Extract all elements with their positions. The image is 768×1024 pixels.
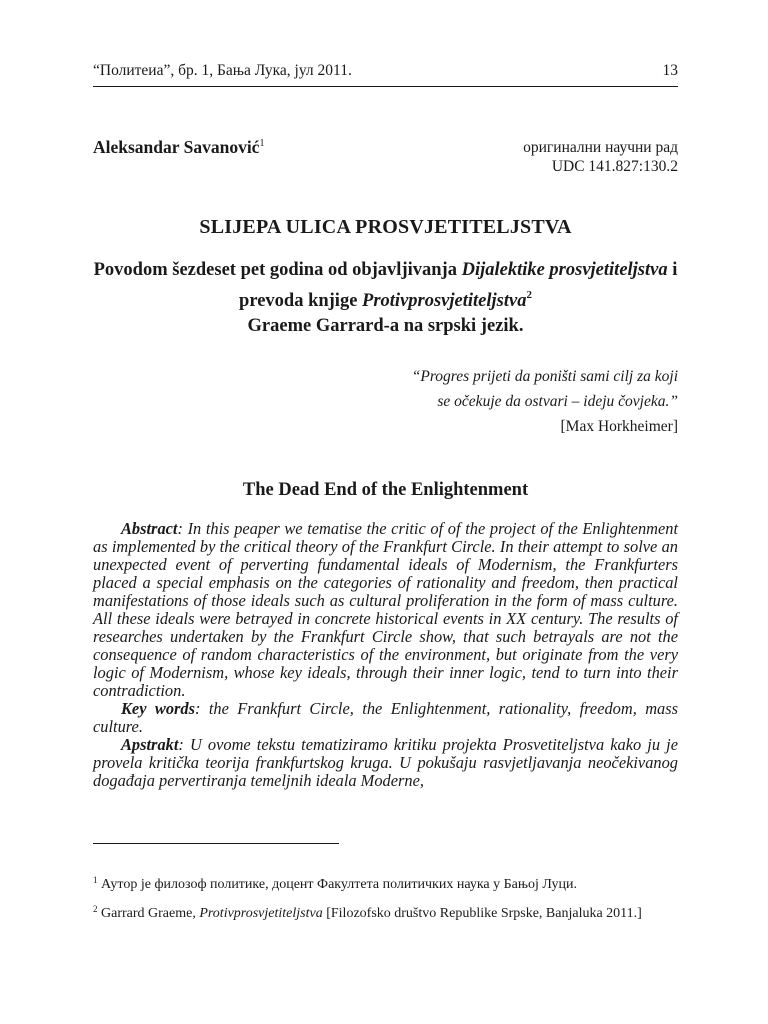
header-rule	[93, 86, 678, 87]
abstract-text: : In this peaper we tematise the critic of of the project of the Enlightenment as implemented by the critical theory of the Frankfurt Circle. In their attempt to solve an unexpected event of perverting fundamental ideals of Modernism, the Frankfurters placed a special emphasis on the categories of rationality and freedom, then practical manifestations of those ideals such as cultural proliferation in the form of mass culture. All these ideals were betrayed in concrete historical events in XX century. The results of researches undertaken by the Frankfurt Circle show, that such betrayals are not the consequence of random characteristics of the environment, but originate from the very logic of Modernism, whose key ideals, through their inner logic, tend to turn into their contradiction.	[93, 519, 678, 700]
udc-code: UDC 141.827:130.2	[551, 158, 678, 175]
abstract-block	[93, 520, 678, 790]
footnote-1-text: Аутор је филозоф политике, доцент Факултета политичких наука у Бањој Луци.	[101, 877, 578, 892]
subtitle-part2: i prevoda knjige	[239, 260, 678, 311]
journal-citation: “Политеиа”, бр. 1, Бања Лука, јул 2011.	[93, 62, 352, 79]
epigraph-source: [Max Horkheimer]	[560, 418, 678, 435]
footnote-1-ref: 1	[93, 875, 98, 885]
footnote-2-ref: 2	[93, 904, 98, 914]
subtitle-part1: Povodom šezdeset pet godina od objavljivanja	[93, 260, 462, 280]
footnote-2-title: Protivprosvjetiteljstva	[199, 906, 323, 921]
page-number: 13	[662, 62, 678, 79]
author-name	[93, 137, 264, 158]
author-text: Aleksandar Savanović	[93, 137, 260, 157]
running-header	[93, 62, 678, 80]
footnote-2-rest: [Filozofsko društvo Republike Srpske, Banjaluka 2011.]	[322, 906, 642, 921]
epigraph	[412, 364, 678, 439]
footnote-2	[93, 901, 678, 922]
epigraph-line1: “Progres prijeti da poništi sami cilj za koji	[411, 368, 678, 385]
apstrakt-label: Apstrakt	[121, 735, 179, 754]
subtitle-part3: Graeme Garrard-a na srpski jezik.	[247, 316, 524, 336]
footnote-rule	[93, 843, 339, 844]
keywords-label: Key words	[121, 699, 195, 718]
article-type: оригинални научни рад	[523, 139, 678, 156]
apstrakt-text: : U ovome tekstu tematiziramo kritiku projekta Prosvetiteljstva kako ju je provela kritička teorija frankfurtskog kruga. U pokušaju rasvjetljavanja neočekivanog događaja pervertiranja temeljnih ideala Moderne,	[93, 735, 678, 790]
apstrakt-paragraph	[93, 736, 678, 790]
abstract-label: Abstract	[121, 519, 178, 538]
epigraph-line2: se očekuje da ostvari – ideju čovjeka.”	[437, 393, 678, 410]
subtitle-book2: Protivprosvjetiteljstva	[362, 291, 527, 311]
english-title: The Dead End of the Enlightenment	[242, 480, 529, 500]
footnote-2-author: Garrard Graeme,	[101, 906, 200, 921]
keywords-text: : the Frankfurt Circle, the Enlightenment, rationality, freedom, mass culture.	[93, 699, 678, 736]
subtitle-book1: Dijalektike prosvjetiteljstva	[461, 260, 668, 280]
keywords-paragraph	[93, 700, 678, 736]
article-title: SLIJEPA ULICA PROSVJETITELJSTVA	[199, 216, 572, 238]
article-subtitle	[93, 258, 678, 339]
article-meta	[523, 138, 678, 176]
abstract-paragraph	[93, 520, 678, 700]
author-footnote-ref: 1	[259, 138, 265, 149]
subtitle-footnote-ref: 2	[526, 289, 532, 301]
footnote-1	[93, 872, 678, 893]
